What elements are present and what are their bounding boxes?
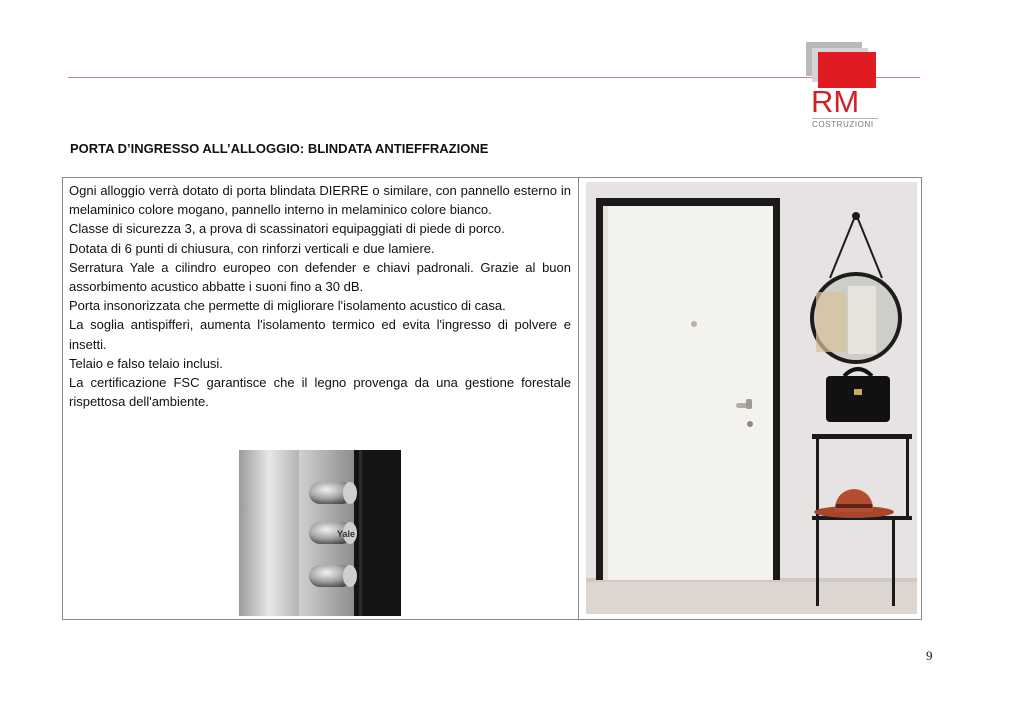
section-title: PORTA D’INGRESSO ALL’ALLOGGIO: BLINDATA ANTIEFFRAZIONE xyxy=(70,141,489,156)
logo-letters: RM xyxy=(811,84,860,119)
header-rule xyxy=(68,77,920,78)
lock-bolts-photo xyxy=(239,450,401,616)
description-paragraph: Telaio e falso telaio inclusi. xyxy=(69,355,223,371)
logo-subtitle: COSTRUZIONI xyxy=(812,118,878,129)
description-paragraph: Classe di sicurezza 3, a prova di scassinatori equipaggiati di piede di porco. xyxy=(69,221,505,237)
logo-red-square xyxy=(818,52,876,88)
description-paragraph: Porta insonorizzata che permette di migliorare l'isolamento acustico di casa. xyxy=(69,298,506,314)
description-cell xyxy=(69,181,571,411)
description-paragraph: Serratura Yale a cilindro europeo con defender e chiavi padronali. Grazie al buon assorbimento acustico abbatte i suoni fino a 30 dB. xyxy=(69,259,571,295)
page-number: 9 xyxy=(926,648,933,663)
spec-table xyxy=(62,177,922,620)
company-logo xyxy=(806,42,882,128)
description-paragraph: Ogni alloggio verrà dotato di porta blindata DIERRE o similare, con pannello esterno in melaminico colore mogano, pannello interno in melaminico colore bianco. xyxy=(69,183,571,218)
armored-door-photo xyxy=(586,182,917,614)
lock-brand-label: Yale xyxy=(337,529,356,539)
description-paragraph: Dotata di 6 punti di chiusura, con rinforzi verticali e due lamiere. xyxy=(69,240,435,256)
description-paragraph: La certificazione FSC garantisce che il legno provenga da una gestione forestale rispettosa dell'ambiente. xyxy=(69,375,571,410)
table-column-divider xyxy=(578,178,579,619)
description-paragraph: La soglia antispifferi, aumenta l'isolamento termico ed evita l'ingresso di polvere e insetti. xyxy=(69,317,571,352)
